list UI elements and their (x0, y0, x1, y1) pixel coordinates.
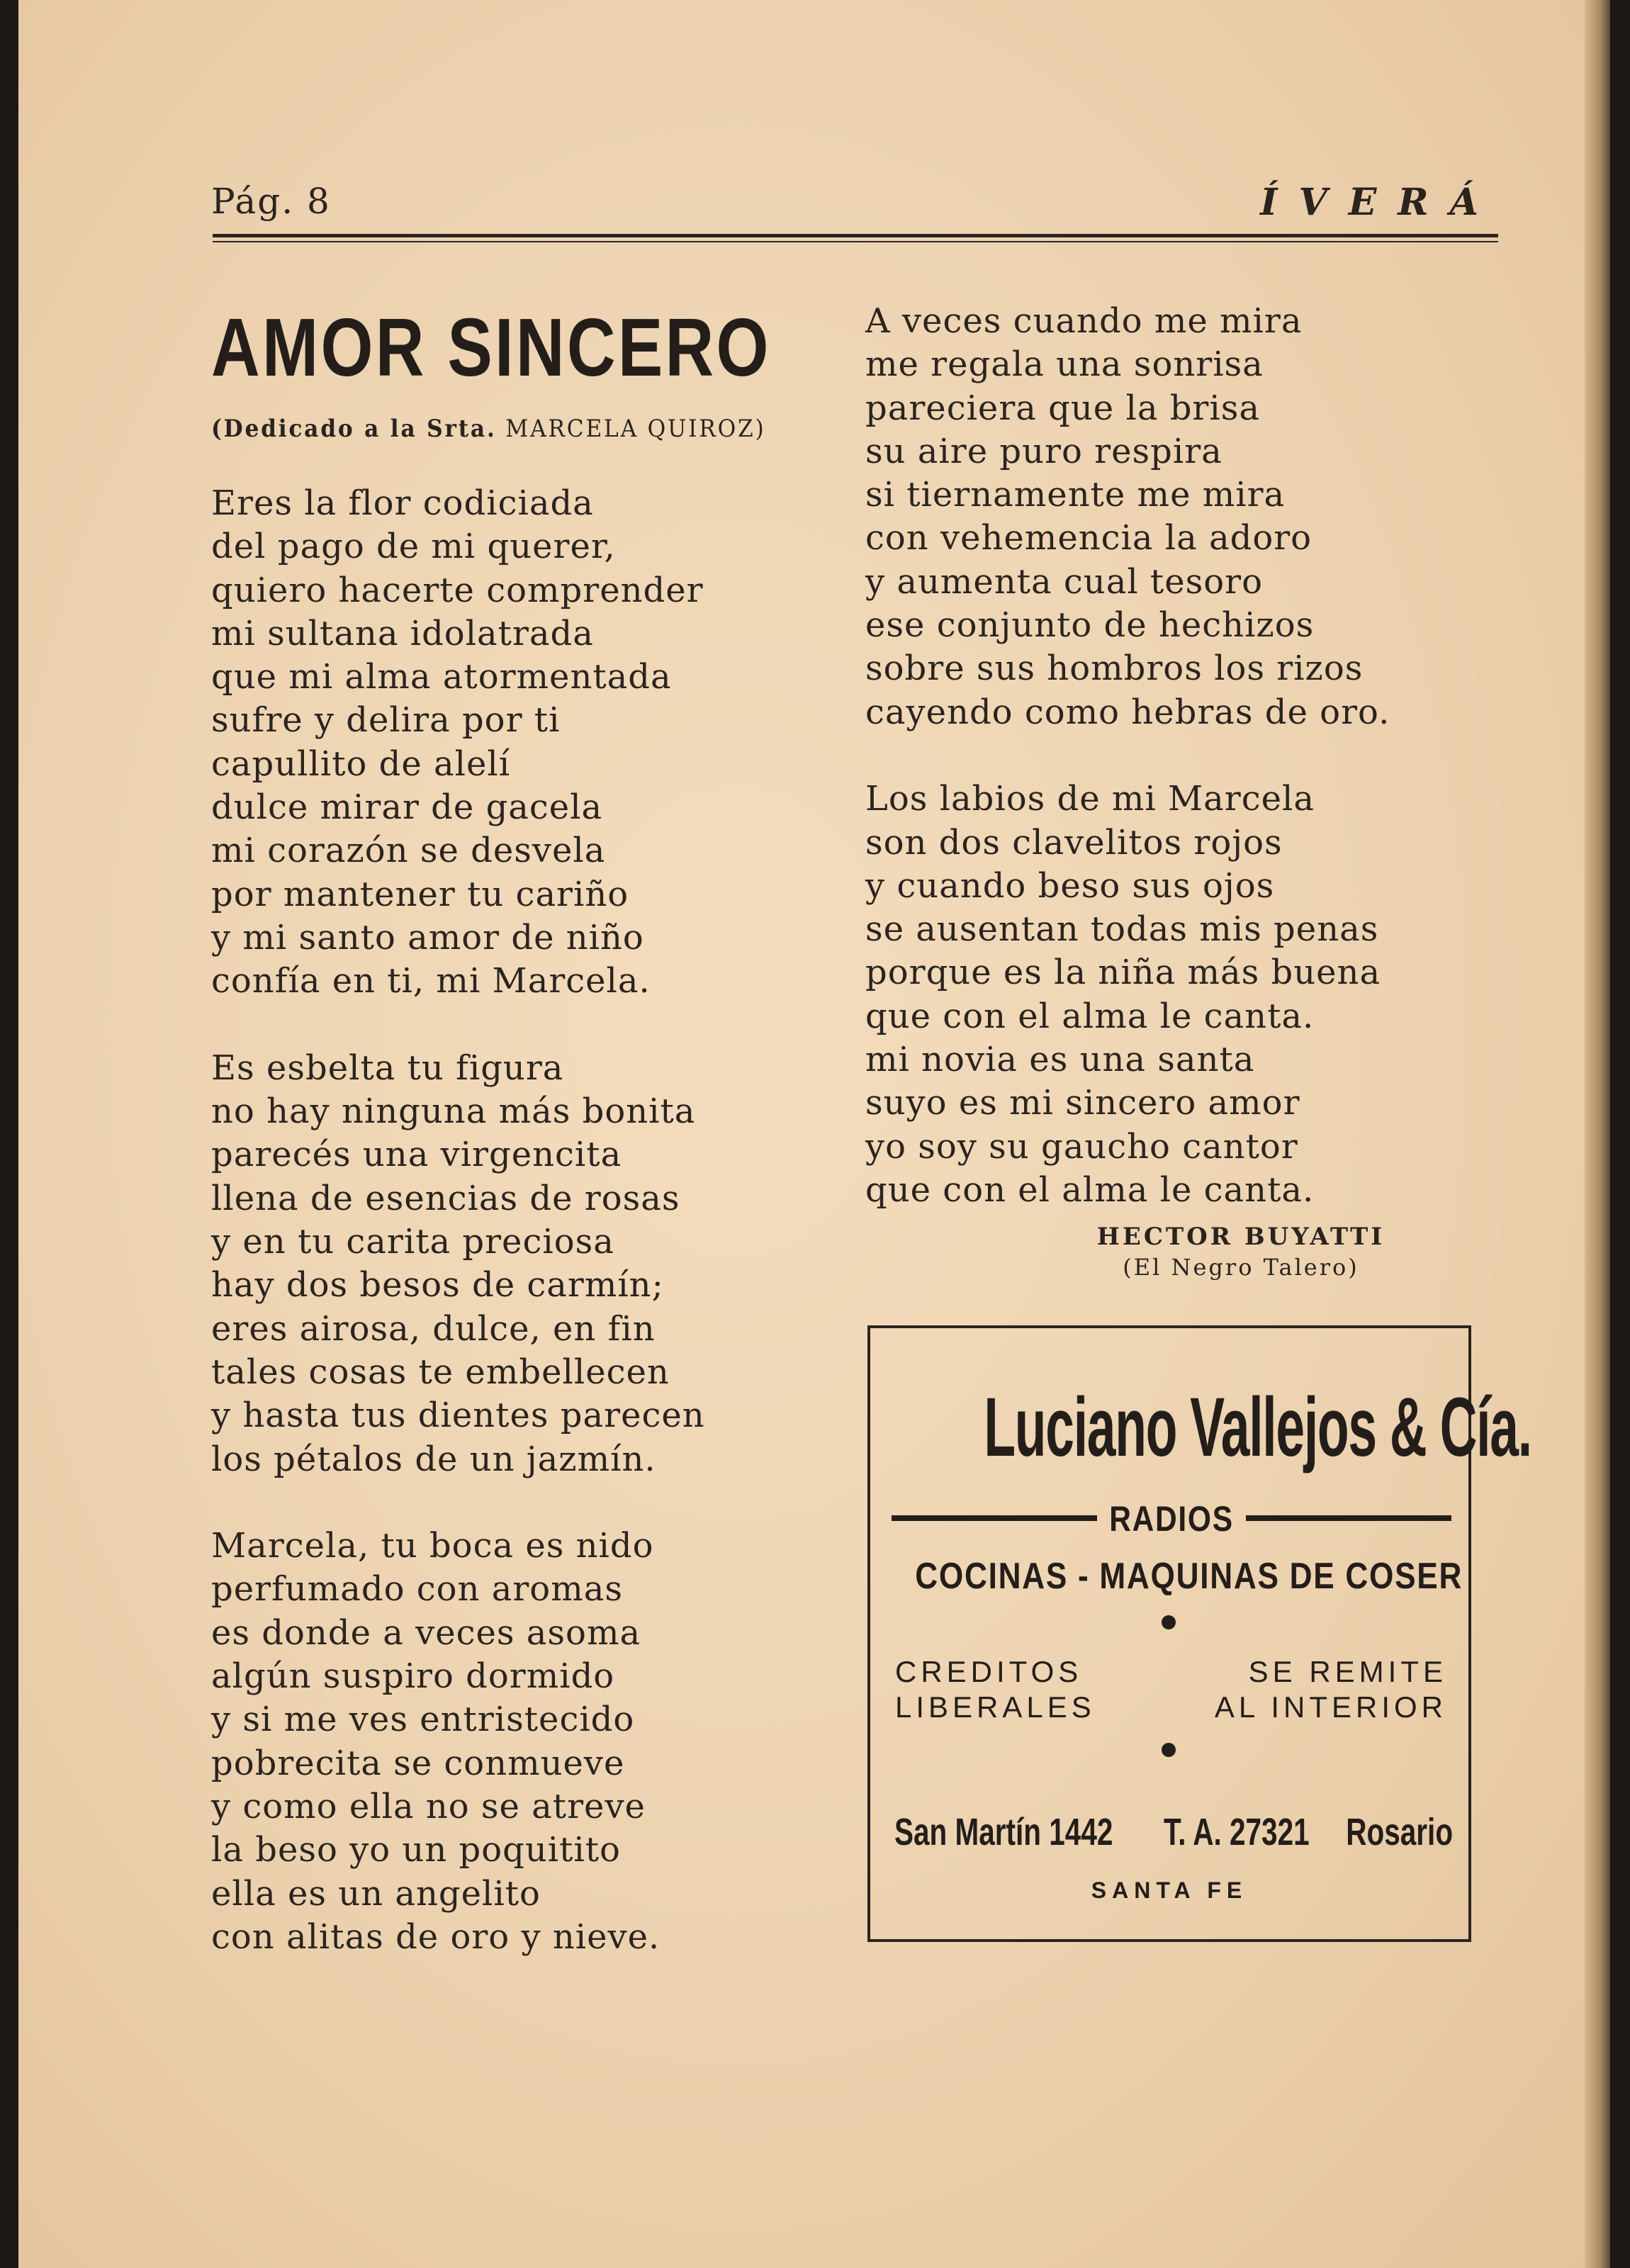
poem-line: parecés una virgencita (211, 1135, 622, 1175)
poem-line: y si me ves entristecido (211, 1700, 635, 1740)
ad-phone: T. A. 27321 (1164, 1811, 1310, 1853)
poem-line: y en tu carita preciosa (211, 1222, 614, 1262)
poem-line: si tiernamente me mira (865, 475, 1286, 515)
poem-line: se ausentan todas mis penas (865, 909, 1379, 950)
poem-right-column (865, 300, 1390, 1256)
poem-line: y mi santo amor de niño (211, 917, 644, 958)
poem-line: que con el alma le canta. (865, 1169, 1315, 1210)
page-number: Pág. 8 (211, 181, 331, 222)
poem-line: pareciera que la brisa (865, 388, 1260, 428)
ad-street: San Martín 1442 (894, 1811, 1113, 1853)
poem-line: capullito de alelí (211, 743, 511, 784)
poem-stanza (211, 1525, 705, 1959)
poem-line: sobre sus hombros los rizos (865, 649, 1364, 689)
poem-line: y aumenta cual tesoro (865, 561, 1263, 602)
poem-stanza (211, 482, 705, 1004)
poem-line: no hay ninguna más bonita (211, 1091, 696, 1132)
poem-left-column (211, 482, 705, 2002)
poem-line: son dos clavelitos rojos (865, 822, 1283, 863)
poem-line: Los labios de mi Marcela (865, 779, 1315, 819)
poem-line: ese conjunto de hechizos (865, 605, 1315, 646)
author-name: HECTOR BUYATTI (1096, 1223, 1386, 1251)
poem-line: los pétalos de un jazmín. (211, 1439, 656, 1479)
ad-divider-right (1246, 1515, 1451, 1521)
poem-line: me regala una sonrisa (865, 344, 1264, 385)
journal-name: ÍVERÁ (1260, 181, 1500, 224)
ad-company-name: Luciano Vallejos & Cía. (984, 1381, 1531, 1474)
poem-line: que mi alma atormentada (211, 657, 672, 697)
ad-province: SANTA FE (1091, 1877, 1248, 1903)
poem-stanza (865, 777, 1390, 1212)
poem-line: que con el alma le canta. (865, 996, 1315, 1036)
dedication-prefix: (Dedicado a la Srta. (211, 415, 497, 443)
author-alias: (El Negro Talero) (1123, 1254, 1359, 1281)
poem-line: la beso yo un poquitito (211, 1830, 621, 1870)
poem-line: algún suspiro dormido (211, 1656, 615, 1697)
bullet-dot-icon (1162, 1615, 1176, 1629)
poem-line: ella es un angelito (211, 1873, 541, 1914)
poem-line: perfumado con aromas (211, 1569, 623, 1610)
ad-products: COCINAS - MAQUINAS DE COSER (915, 1556, 1463, 1597)
poem-stanza (211, 1047, 705, 1481)
ad-shipping-line2: AL INTERIOR (1214, 1690, 1447, 1724)
poem-line: pobrecita se conmueve (211, 1743, 625, 1783)
poem-line: hay dos besos de carmín; (211, 1265, 664, 1306)
ad-address-row (894, 1810, 1453, 1860)
poem-line: con vehemencia la adoro (865, 518, 1313, 558)
poem-line: mi novia es una santa (865, 1040, 1255, 1080)
poem-line: mi corazón se desvela (211, 831, 606, 871)
poem-line: tales cosas te embellecen (211, 1352, 670, 1392)
poem-line: Es esbelta tu figura (211, 1048, 564, 1088)
poem-stanza (865, 300, 1390, 734)
poem-title: AMOR SINCERO (211, 301, 771, 393)
poem-signature (1078, 1223, 1404, 1281)
magazine-page (18, 0, 1610, 2268)
page-header (211, 181, 1500, 230)
poem-line: por mantener tu cariño (211, 874, 629, 914)
bullet-dot-icon (1162, 1743, 1176, 1757)
ad-shipping-line1: SE REMITE (1248, 1655, 1447, 1688)
ad-category: RADIOS (1109, 1499, 1234, 1539)
poem-line: Marcela, tu boca es nido (211, 1526, 654, 1566)
poem-line: quiero hacerte comprender (211, 570, 704, 610)
ad-category-row (892, 1498, 1451, 1541)
ad-credit-line1: CREDITOS (895, 1655, 1083, 1688)
poem-dedication (211, 415, 798, 443)
poem-line: sufre y delira por ti (211, 700, 561, 741)
poem-line: cayendo como hebras de oro. (865, 692, 1390, 732)
poem-line: yo soy su gaucho cantor (865, 1126, 1298, 1167)
poem-line: suyo es mi sincero amor (865, 1083, 1300, 1123)
poem-line: y como ella no se atreve (211, 1786, 646, 1826)
header-rule-thin (213, 241, 1498, 242)
ad-credit-text (895, 1654, 1108, 1725)
page-edge (1585, 0, 1610, 2268)
poem-line: y hasta tus dientes parecen (211, 1396, 705, 1436)
poem-line: su aire puro respira (865, 431, 1222, 471)
poem-line: porque es la niña más buena (865, 953, 1381, 993)
poem-line: y cuando beso sus ojos (865, 865, 1275, 906)
poem-line: dulce mirar de gacela (211, 787, 603, 828)
poem-line: llena de esencias de rosas (211, 1178, 680, 1218)
poem-line: es donde a veces asoma (211, 1612, 641, 1653)
dedication-name: MARCELA QUIROZ) (505, 415, 766, 443)
poem-line: Eres la flor codiciada (211, 483, 594, 523)
header-rule (213, 234, 1498, 237)
ad-shipping-text (1206, 1654, 1447, 1725)
poem-line: confía en ti, mi Marcela. (211, 961, 651, 1001)
poem-line: eres airosa, dulce, en fin (211, 1308, 656, 1349)
poem-line: del pago de mi querer, (211, 527, 616, 567)
poem-line: con alitas de oro y nieve. (211, 1916, 661, 1957)
ad-city: Rosario (1346, 1811, 1453, 1853)
poem-line: A veces cuando me mira (865, 301, 1303, 341)
advertisement-box (867, 1325, 1531, 1942)
poem-line: mi sultana idolatrada (211, 613, 594, 653)
ad-credit-line2: LIBERALES (895, 1690, 1096, 1724)
